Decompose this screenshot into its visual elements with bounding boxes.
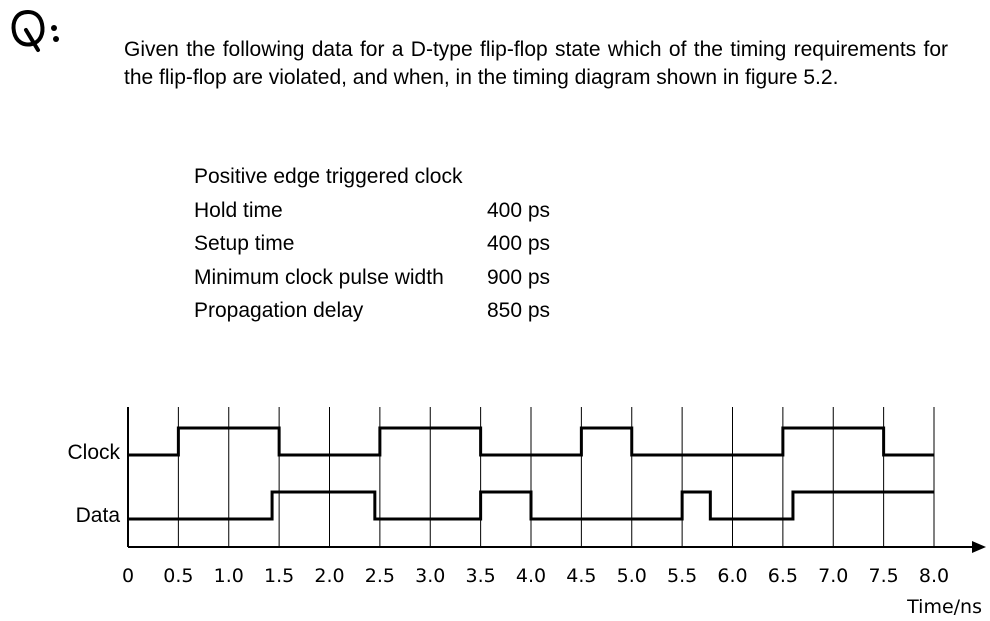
tick-label: 8.0 bbox=[918, 565, 950, 587]
specs-block bbox=[194, 160, 550, 328]
data-label: Data bbox=[75, 504, 120, 527]
tick-label: 6.5 bbox=[767, 565, 798, 587]
tick-label: 3.0 bbox=[415, 565, 446, 587]
tick-labels bbox=[122, 565, 949, 587]
tick-label: 4.5 bbox=[566, 565, 597, 587]
tick-label: 5.0 bbox=[616, 565, 647, 587]
tick-label: 2.5 bbox=[364, 565, 395, 587]
tick-label: 3.5 bbox=[465, 565, 496, 587]
tick-label: 6.0 bbox=[717, 565, 748, 587]
spec-value: 400 ps bbox=[487, 198, 551, 222]
q-mark-logo bbox=[6, 6, 70, 56]
spec-label: Propagation delay bbox=[194, 299, 364, 322]
spec-label: Minimum clock pulse width bbox=[194, 265, 444, 289]
spec-value: 900 ps bbox=[487, 265, 551, 289]
spec-row-min-pulse bbox=[194, 261, 550, 295]
specs-title: Positive edge triggered clock bbox=[194, 165, 463, 188]
question-text: Given the following data for a D-type flip-flop state which of the timing requirements for the flip-flop are violated, and when, in the timing diagram shown in figure 5.2. bbox=[124, 38, 948, 89]
tick-label: 4.0 bbox=[515, 565, 547, 587]
tick-label: 5.5 bbox=[667, 565, 698, 587]
tick-label: 0 bbox=[121, 565, 135, 587]
tick-label: 2.0 bbox=[314, 565, 345, 587]
spec-label: Setup time bbox=[194, 232, 295, 255]
tick-label: 1.5 bbox=[264, 565, 295, 587]
clock-label: Clock bbox=[67, 441, 120, 464]
spec-row-setup bbox=[194, 227, 550, 261]
data-waveform bbox=[128, 492, 934, 519]
time-axis-arrow bbox=[972, 541, 986, 553]
tick-label: 7.5 bbox=[868, 565, 899, 587]
spec-value: 400 ps bbox=[487, 232, 551, 255]
tick-label: 0.5 bbox=[163, 565, 194, 587]
spec-row-hold bbox=[194, 194, 550, 228]
time-axis-unit: Time/ns bbox=[907, 596, 982, 618]
spec-value: 850 ps bbox=[487, 299, 551, 322]
timing-diagram bbox=[0, 400, 990, 621]
spec-row-prop-delay bbox=[194, 294, 550, 328]
spec-label: Hold time bbox=[194, 198, 283, 222]
tick-label: 1.0 bbox=[213, 565, 244, 587]
tick-label: 7.0 bbox=[818, 565, 849, 587]
